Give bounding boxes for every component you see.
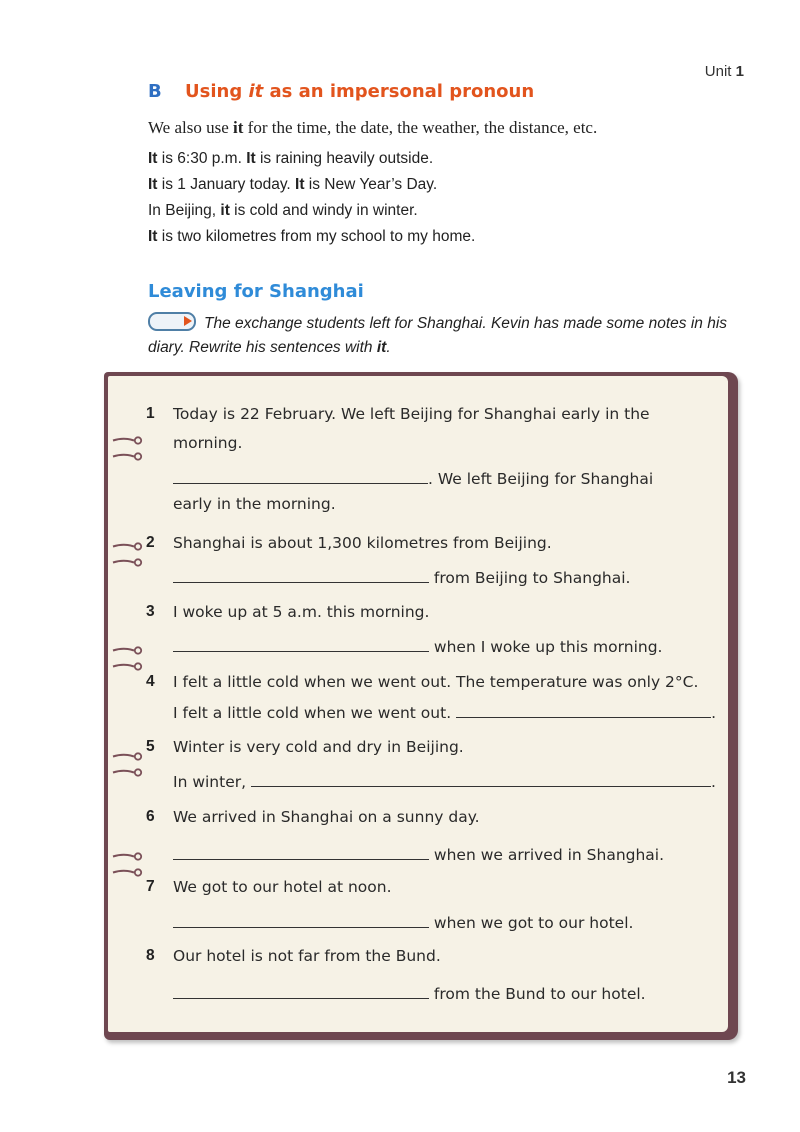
example-text: is two kilometres from my school to my home. [157, 228, 476, 245]
unit-word: Unit [704, 63, 732, 80]
answer-blank[interactable] [173, 911, 429, 928]
example-line [148, 198, 475, 224]
section-title-part: Using [185, 81, 249, 102]
exercise-prompt: We arrived in Shanghai on a sunny day. [173, 808, 480, 826]
answer-text: . [711, 704, 716, 722]
example-bold: It [148, 228, 158, 245]
answer-text: I felt a little cold when we went out. [173, 704, 457, 722]
unit-number: 1 [735, 63, 744, 80]
answer-text: when we arrived in Shanghai. [429, 846, 665, 864]
intro-bold: it [233, 118, 244, 137]
binding-ring [112, 852, 144, 861]
section-title-part: as an impersonal pronoun [263, 81, 535, 102]
instruction-text: . [386, 339, 391, 356]
section-letter: B [148, 81, 162, 102]
answer-text: . We left Beijing for Shanghai [428, 470, 654, 488]
exercise-number: 2 [146, 534, 155, 551]
binding-ring [112, 868, 144, 877]
answer-blank[interactable] [251, 770, 711, 787]
exercise-prompt: We got to our hotel at noon. [173, 878, 392, 896]
answer-text: when we got to our hotel. [429, 914, 634, 932]
exercise-number: 4 [146, 673, 155, 690]
exercise-number: 3 [146, 603, 155, 620]
binding-ring [112, 452, 144, 461]
exercise-prompt: morning. [173, 434, 243, 452]
example-bold: It [295, 176, 305, 193]
unit-label [705, 63, 744, 80]
answer-blank[interactable] [173, 566, 429, 583]
exercise-number: 6 [146, 808, 155, 825]
exercise-prompt: I felt a little cold when we went out. The temperature was only 2°C. [173, 673, 699, 691]
task-instruction [148, 312, 728, 360]
instruction-bold: it [376, 339, 387, 356]
answer-blank[interactable] [173, 467, 428, 484]
binding-ring [112, 542, 144, 551]
answer-text: when I woke up this morning. [429, 638, 663, 656]
exercise-number: 1 [146, 405, 155, 422]
example-text: is 1 January today. [157, 176, 296, 193]
answer-blank[interactable] [173, 843, 429, 860]
section-intro [148, 118, 597, 138]
exercise-prompt: Today is 22 February. We left Beijing for Shanghai early in the [173, 405, 650, 423]
instruction-text: The exchange students left for Shanghai. Kevin has made some notes in his diary. Rewrite his sentences with [148, 315, 728, 356]
answer-blank[interactable] [173, 635, 429, 652]
answer-text: from Beijing to Shanghai. [429, 569, 631, 587]
example-text: is cold and windy in winter. [229, 202, 418, 219]
answer-text: . [710, 773, 716, 791]
section-heading [148, 81, 534, 102]
binding-ring [112, 558, 144, 567]
binding-ring [112, 662, 144, 671]
exercise-number: 5 [146, 738, 155, 755]
exercise-prompt: Our hotel is not far from the Bund. [173, 947, 441, 965]
exercise-prompt: I woke up at 5 a.m. this morning. [173, 603, 430, 621]
exercise-prompt: Winter is very cold and dry in Beijing. [173, 738, 464, 756]
answer-blank[interactable] [173, 982, 429, 999]
example-line [148, 224, 475, 250]
section-title-italic: it [248, 81, 264, 102]
example-bold: It [148, 150, 158, 167]
task-title: Leaving for Shanghai [148, 281, 364, 302]
example-sentences [148, 146, 475, 250]
binding-ring [112, 752, 144, 761]
example-line [148, 146, 475, 172]
exercise-prompt: Shanghai is about 1,300 kilometres from Beijing. [173, 534, 552, 552]
answer-blank[interactable] [456, 701, 711, 718]
page-number: 13 [727, 1068, 746, 1087]
answer-text: from the Bund to our hotel. [429, 985, 646, 1003]
example-text: is New Year’s Day. [304, 176, 438, 193]
exercise-number: 7 [146, 878, 155, 895]
example-text: is 6:30 p.m. [157, 150, 247, 167]
example-bold: It [148, 176, 158, 193]
intro-text: We also use [148, 118, 234, 137]
example-text: is raining heavily outside. [255, 150, 434, 167]
intro-text: for the time, the date, the weather, the distance, etc. [243, 118, 598, 137]
answer-text: In winter, [173, 773, 251, 791]
answer-text: early in the morning. [173, 495, 336, 513]
binding-ring [112, 436, 144, 445]
example-bold: it [220, 202, 230, 219]
binding-ring [112, 768, 144, 777]
audio-play-icon[interactable] [148, 312, 196, 331]
exercise-number: 8 [146, 947, 155, 964]
binding-ring [112, 646, 144, 655]
example-bold: It [246, 150, 256, 167]
example-line [148, 172, 475, 198]
example-text: In Beijing, [148, 202, 221, 219]
